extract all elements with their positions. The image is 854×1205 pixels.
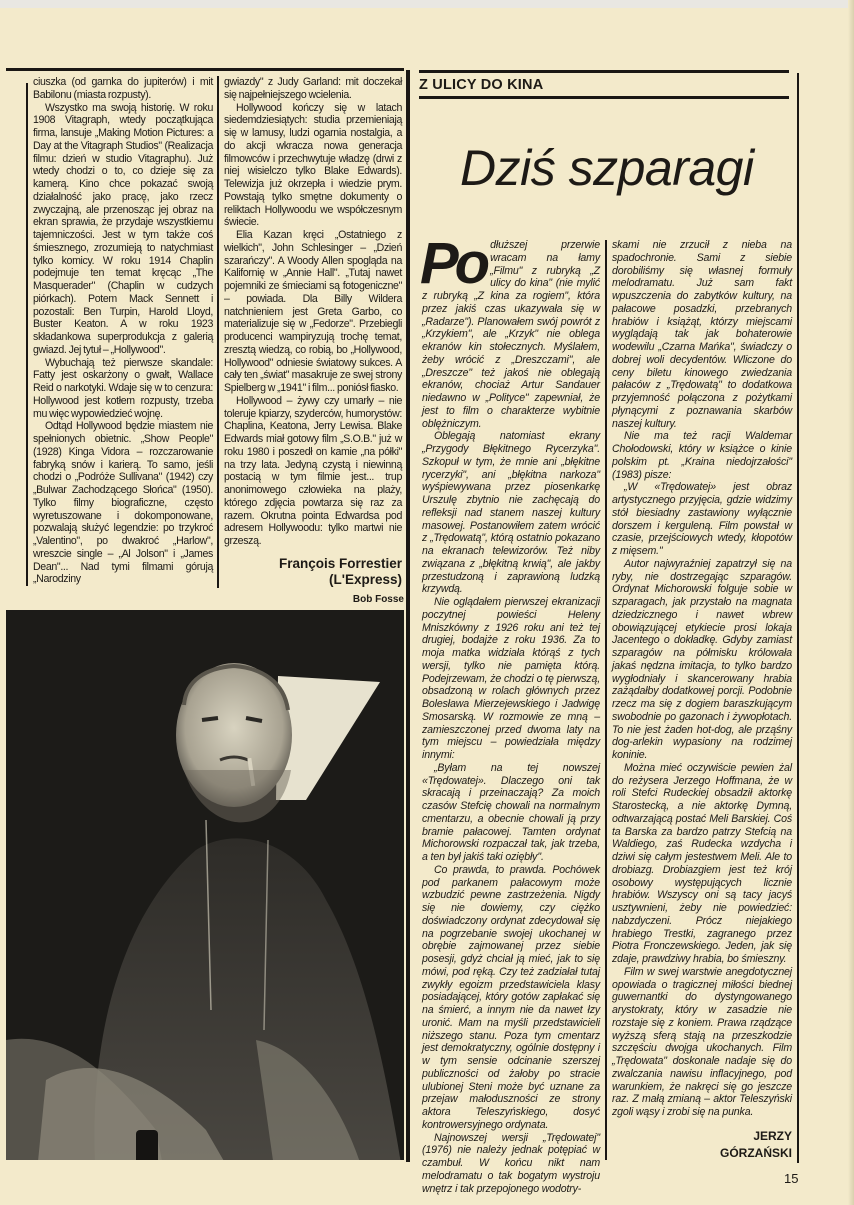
right-border-rule — [797, 73, 799, 1163]
paragraph: Odtąd Hollywood będzie miastem nie spełnionych obietnic. „Show People" (1928) Kinga Vidora – rozczarowanie fabryką snów i karierą. To samo, jeśli chodzi o „Podróże Sullivana" (1942) czy „Bulwar Zachodzącego Słońca" (1950). Tylko filmy biograficzne, często wyretuszowane i dokomponowane, pozwalają służyć legendzie: po trzykroć „Valentino", po dwakroć „Harlow", wreszcie single – „Al Jolson" i „James Dean"... Nad tymi filmami górują „Narodziny — [33, 420, 213, 586]
paragraph: skami nie zrzucił z nieba na spadochronie. Sami z siebie dorobiliśmy się własnej formuły melodramatu. Już sam fakt wpuszczenia do zabytków kultury, na pałacowe posadzki, przebranych hrabiów i książąt, którzy miejscami wyglądają tak jak bohaterowie wodewilu „Czarna Mańka", świadczy o dobrej woli decydentów. Wliczone do ceny biletu kinowego zwiedzania pałaców z „Trędowatą" to dodatkowa przyjemność połączona z pożytkami płynącymi z poznawania skarbów naszej kultury. — [612, 239, 792, 430]
author-last-name: GÓRZAŃSKI — [720, 1146, 792, 1160]
paragraph: Autor najwyraźniej zapatrzył się na ryby, nie dostrzegając szparagów. Ordynat Michorowski folguje sobie w szparagach, jak przystało na magnata dziedzicznego i nawet wbrew obowiązującej etykiecie prosi lokaja Jacentego o dokładkę. Gdyby zamiast szparagów na półmisku królowała jakaś nędzna imitacja, to tylko bardzo wygłodniały i skancerowany hrabia zażądałby dodatkowej porcji. Podobnie rzecz ma się z dogiem baraszkującym swobodnie po gazonach i żywopłotach. To nie jest żaden hot-dog, ale prząśny dog-arlekin wypasiony na rodzimej koninie. — [612, 557, 792, 761]
paragraph: Oblegają natomiast ekrany „Przygody Błękitnego Rycerzyka". Szkopuł w tym, że mnie ani „błękitne rycerzyki", ani „błękitna narkoza" wyśpiewywana przez piosenkarkę Urszulę zbytnio nie zachęcają do refleksji nad stanem naszej kultury masowej. Postanowiłem zatem wrócić z „Trędowatą", którą ostatnio pokazano na ekranach telewizorów. Też niby związana z „błękitną krwią", ale jakby przestudzoną i zaprawioną ludzką krzywdą. — [422, 430, 600, 596]
paragraph: „W «Trędowatej» jest obraz artystycznego przyjęcia, gdzie widzimy stół biesiadny zastawiony wyłącznie dorszem i kerguleną. Film powstał w czasie, przejściowych wtedy, kłopotów z mięsem." — [612, 481, 792, 557]
page-number: 15 — [784, 1171, 799, 1186]
portrait-illustration — [6, 610, 404, 1160]
paragraph: Nie oglądałem pierwszej ekranizacji poczytnej powieści Heleny Mniszkówny z 1926 roku ani też tej drugiej, bodajże z roku 1936. Za to moja matka widziała którąś z tych wersji, tylko nie pamięta którą. Podejrzewam, że chodzi o tę pierwszą, obsadzoną w rolach głównych przez Bolesława Mierzejewskiego i Jadwigę Smosarską. W rozmowie ze mną – zamieszczonej przed dwoma laty na tym miejscu – powiedziała między innymi: — [422, 596, 600, 761]
top-rule-right — [419, 70, 789, 73]
right-article-column-1 — [420, 231, 600, 1195]
paragraph: Co prawda, to prawda. Pochówek pod parkanem pałacowym może wzbudzić pewne zastrzeżenia. Nigdy się nie dowiemy, czy ciężko doświadczony ordynat zdecydował się na pogrzebanie swojej ukochanej w obrębie zajmowanej przez siebie posesji, gdyż chciał ją mieć, jak to się mówi, pod ręką. Czy też zadziałał tutaj zwykły egoizm przedstawiciela klasy posiadającej, który gotów zapłakać się na śmierć, a innym nie da nawet łzy uronić. Mam na myśli przedstawicieli niższego stanu. Poza tym cmentarz jest demokratyczny, ogólnie dostępny i w tym sensie odcinanie szerszej publiczności od żałoby po stracie ulubionej Steni może być uznane za przejaw małoduszności ze strony aktora Teleszyńskiego, dosyć kontrowersyjnego ordynata. — [422, 863, 600, 1131]
author-source: (L'Express) — [329, 572, 402, 587]
left-article-column-1 — [33, 76, 213, 586]
article-title: Dziś szparagi — [460, 140, 754, 196]
left-article-author — [224, 556, 402, 588]
center-divider — [406, 70, 410, 1162]
paragraph: Można mieć oczywiście pewien żal do reżysera Jerzego Hoffmana, że w roli Stefci Rudeckiej obsadził aktorkę Starostecką, a nie aktorkę Dymną, odtwarzającą postać Meli Barskiej. Coś ta Barska za bardzo patrzy Stefcią na Waldiego, zaś Rudecka wzdycha i dziwi się całym jestestwem Meli. Ale to drobiazg. Drobiazgiem jest też krój osobowy występujących licznie hrabiów. Wszyscy oni są tacy jacyś usztywnieni, żeby nie powiedzieć: nabzdyczeni. Prócz niejakiego hrabiego Trestki, zagranego przez Piotra Fronczewskiego. Jeden, jak się zdaje, prawdziwy hrabia, bo śmieszny. — [612, 761, 792, 965]
author-first-name: JERZY — [753, 1129, 792, 1143]
bob-fosse-photo — [6, 610, 404, 1160]
paragraph: ciuszka (od garnka do jupiterów) i mit Babilonu (miasta rozpusty). — [33, 76, 213, 101]
opening-paragraph — [420, 231, 600, 430]
author-name: François Forrestier — [278, 556, 402, 571]
photo-caption: Bob Fosse — [352, 594, 404, 605]
right-article-author — [612, 1128, 792, 1162]
paragraph: Najnowszej wersji „Trędowatej" (1976) nie należy jednak potępiać w czambuł. W końcu nikt nam melodramatu o tak bogatym wystroju wnętrz i tak przepojonego wodotry- — [422, 1131, 600, 1195]
col2-left-rule — [217, 76, 219, 588]
col4-left-rule — [605, 240, 607, 1160]
drop-cap: Po — [420, 231, 487, 296]
right-article-column-2 — [612, 239, 792, 1119]
paragraph: gwiazdy" z Judy Garland: mit doczekał się najpełniejszego wcielenia. — [224, 76, 402, 101]
paragraph: Wybuchają też pierwsze skandale: Fatty jest oskarżony o gwałt, Wallace Reid o narkotyki. Wdaje się w to cenzura: Hollywood jest kotłem rozpusty, trzeba mu więc wypowiedzieć wojnę. — [33, 356, 213, 420]
paragraph: Wszystko ma swoją historię. W roku 1908 Vitagraph, wtedy początkująca firma, lansuje „Making Motion Pictures: a Day at the Vitagraph Studios" (Realizacja filmu: dzień w studio Vitagraphu). Już wtedy chodzi o to, co dzieje się za kamerą. Kino chce pokazać swoją działalność jako pracę, jako rzecz zwyczajną, ale przenosząc jej obraz na ekran sprawia, że przydaje wszystkiemu tajemniczości. Jest w tym także coś śmiesznego, zrozumieją to natychmiast tylko komicy. W roku 1914 Chaplin podejmuje ten temat kręcąc „The Masquerader" (Chaplin w cudzych piórkach). Potem Mack Sennett i pozostali: Ben Turpin, Harold Lloyd, Buster Keaton. A w roku 1923 składankowa superprodukcja z galerią gwiazd. Jej tytuł – „Hollywood". — [33, 101, 213, 356]
kicker-underline — [419, 96, 789, 99]
col1-left-rule — [26, 83, 28, 586]
paragraph: „Byłam na tej nowszej «Trędowatej». Dlaczego oni tak skracają i przeinaczają? Za moich czasów Stefcię chowali na normalnym cmentarzu, a obecnie chowali ją przy bramie pałacowej. Tamten ordynat Michorowski rozpaczał tak, jak trzeba, a ten był jakiś taki oziębły". — [422, 761, 600, 863]
scan-top-edge — [0, 0, 854, 8]
paragraph: dłuższej przerwie wracam na łamy „Filmu" z rubryką „Z ulicy do kina" (nie mylić z rubryką „Z kina za rogiem", która przez jakiś czas ukazywała się w „Radarze"). Planowałem swój powrót z „Krzykiem", ale „Krzyk" nie oblega ekranów kin stołecznych. Myślałem, żeby wrócić z „Dreszczami", ale „Dreszcze" też jakoś nie oblegają ekranów, chociaż Artur Sandauer niedawno w „Polityce" zapewniał, że jest to film o charakterze wybitnie oblężniczym. — [422, 239, 600, 430]
paragraph: Film w swej warstwie anegdotycznej opowiada o tragicznej miłości biednej guwernantki do dystyngowanego arystokraty, który w zasadzie nie rozstaje się z koniem. Prawa rządzące wyższą sferą stają na przeszkodzie szczęściu dwojga ukochanych. Film „Trędowata" doskonale nadaje się do zwalczania nawisu inflacyjnego, pod warunkiem, że nakręci się go jeszcze raz. Z małą zmianą – aktor Teleszyński zgoli wąsy i zrobi się na punka. — [612, 965, 792, 1118]
top-rule-left — [6, 68, 404, 71]
scan-right-edge — [848, 0, 854, 1205]
left-article-column-2 — [224, 76, 402, 548]
paragraph: Nie ma też racji Waldemar Chołodowski, który w książce o kinie polskim pt. „Kraina niedojrzałości" (1983) pisze: — [612, 430, 792, 481]
section-label: Z ULICY DO KINA — [419, 77, 544, 93]
paragraph: Hollywood – żywy czy umarły – nie toleruje kpiarzy, szyderców, humorystów: Chaplina, Keatona, Jerry Lewisa. Blake Edwards miał gotowy film „S.O.B." już w roku 1980 i poszedł on kamie „na półki" na trzy lata. Jedyną czystą i niewinną postacią w tym filmie jest... trup anonimowego człowieka na plaży, którego zdjęcia powtarza się raz za razem. Okrutna pointa Edwardsa pod adresem Hollywoodu: tylko martwi nie grzeszą. — [224, 394, 402, 547]
paragraph: Elia Kazan kręci „Ostatniego z wielkich", John Schlesinger – „Dzień szarańczy". A Woody Allen spogląda na Kalifornię w „Annie Hall". „Tutaj nawet pojemniki ze śmieciami są fotogeniczne" – powiada. Dla Billy Wildera natchnieniem jest Greta Garbo, co materializuje się w „Fedorze". Przebiegli producenci wampiryzują trochę temat, zresztą wiedzą, co robią, bo „Hollywood, Hollywood" odniesie światowy sukces. A cały ten „świat" masakruje ze swej strony Spielberg w „1941" i film... poniósł fiasko. — [224, 229, 402, 394]
paragraph: Hollywood kończy się w latach siedemdziesiątych: studia przemieniają się w lamusy, ludzi ogarnia nostalgia, a do akcji wkracza nowa generacja filmowców i przechwytuje władzę (drwi z niej wisielczo tylko Blake Edwards). Telewizja już okrzepła i wiedzie prym. Powstają tylko smętne dokumenty o reliktach Hollywoodu we współczesnym świecie. — [224, 101, 402, 229]
